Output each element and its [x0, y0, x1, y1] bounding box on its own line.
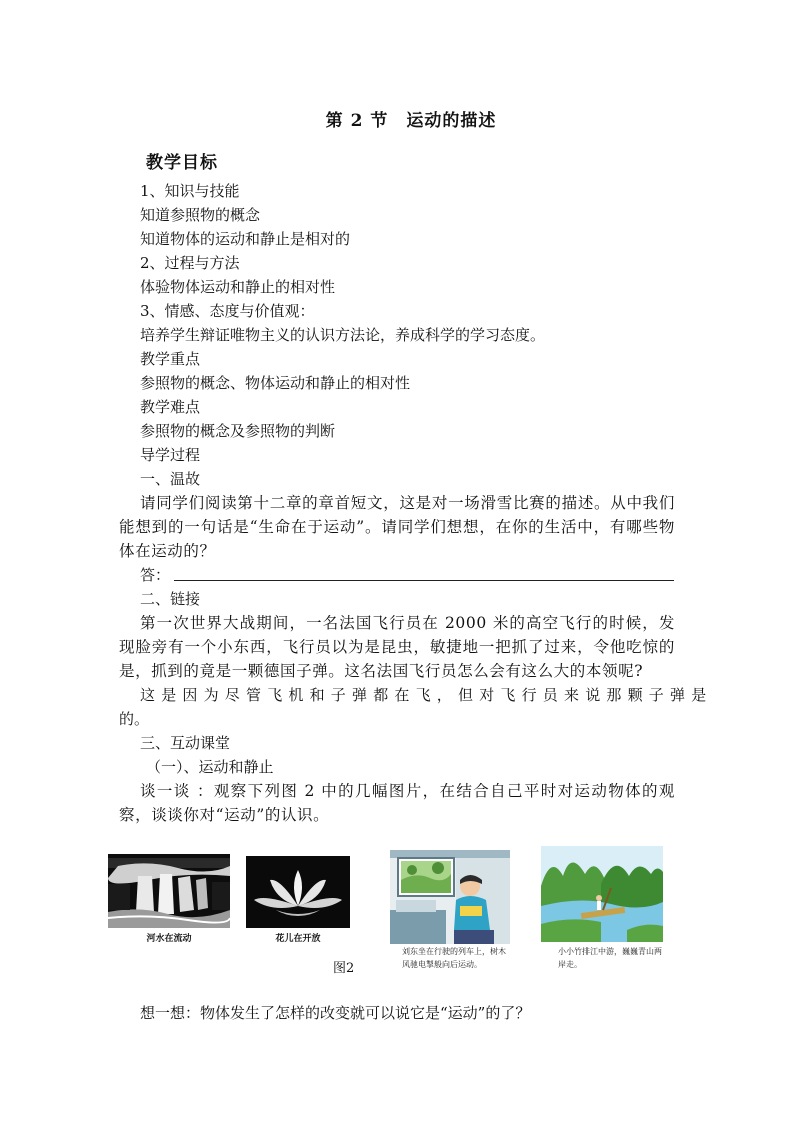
text-line: 一、温故: [140, 470, 201, 488]
text-line: 1、知识与技能: [140, 182, 240, 200]
text-line: 参照物的概念、物体运动和静止的相对性: [140, 374, 411, 392]
explain-line-end: 的。: [119, 710, 150, 728]
text-line: 知道参照物的概念: [140, 206, 261, 224]
text-line: 培养学生辩证唯物主义的认识方法论，养成科学的学习态度。: [140, 326, 546, 344]
interactive-heading: 三、互动课堂: [140, 734, 231, 752]
talk-paragraph: 谈一谈 ：观察下列图 2 中的几幅图片，在结合自己平时对运动物体的观察，谈谈你对“运动”的认识。: [119, 782, 675, 824]
answer-label: 答：: [140, 566, 171, 584]
text-line: 2、过程与方法: [140, 254, 240, 272]
raft-caption: 小小竹排江中游，巍巍青山两岸走。: [558, 947, 662, 969]
text-line: 3、情感、态度与价值观：: [140, 302, 315, 320]
link-heading: 二、链接: [140, 590, 201, 608]
explain-line: 这是因为尽管飞机和子弹都在飞，但对飞行员来说那颗子弹是: [140, 686, 713, 704]
answer-blank-line[interactable]: [174, 580, 674, 581]
train-passenger-image: [390, 850, 510, 944]
waterfall-caption: 河水在流动: [146, 934, 192, 944]
text-line: 知道物体的运动和静止是相对的: [140, 230, 351, 248]
figure-label: 图2: [333, 961, 355, 976]
train-caption: 刘东坐在行驶的列车上，树木风驰电掣般向后运动。: [402, 947, 506, 969]
think-line: 想一想：物体发生了怎样的改变就可以说它是“运动”的了？: [140, 1004, 531, 1022]
text-line: 体验物体运动和静止的相对性: [140, 278, 336, 296]
text-line: 导学过程: [140, 446, 201, 464]
subsection-heading: （一）、运动和静止: [146, 758, 274, 776]
text-line: 教学难点: [140, 398, 201, 416]
text-line: 教学重点: [140, 350, 201, 368]
text-line: 参照物的概念及参照物的判断: [140, 422, 336, 440]
link-paragraph: 第一次世界大战期间，一名法国飞行员在 2000 米的高空飞行的时候，发现脸旁有一个小东西，飞行员以为是昆虫，敏捷地一把抓了过来，令他吃惊的是，抓到的竟是一颗德国子弹。这名法国飞行员怎么会有这么大的本领呢?: [119, 614, 675, 680]
waterfall-image: [108, 854, 230, 928]
section-title: 第 2 节 运动的描述: [325, 111, 497, 131]
bamboo-raft-image: [541, 846, 663, 942]
warmup-paragraph: 请同学们阅读第十二章的章首短文，这是对一场滑雪比赛的描述。从中我们能想到的一句话是“生命在于运动”。请同学们想想，在你的生活中，有哪些物体在运动的？: [119, 494, 675, 560]
objectives-heading: 教学目标: [146, 153, 218, 173]
lotus-flower-image: [246, 856, 350, 928]
flower-caption: 花儿在开放: [275, 934, 321, 944]
